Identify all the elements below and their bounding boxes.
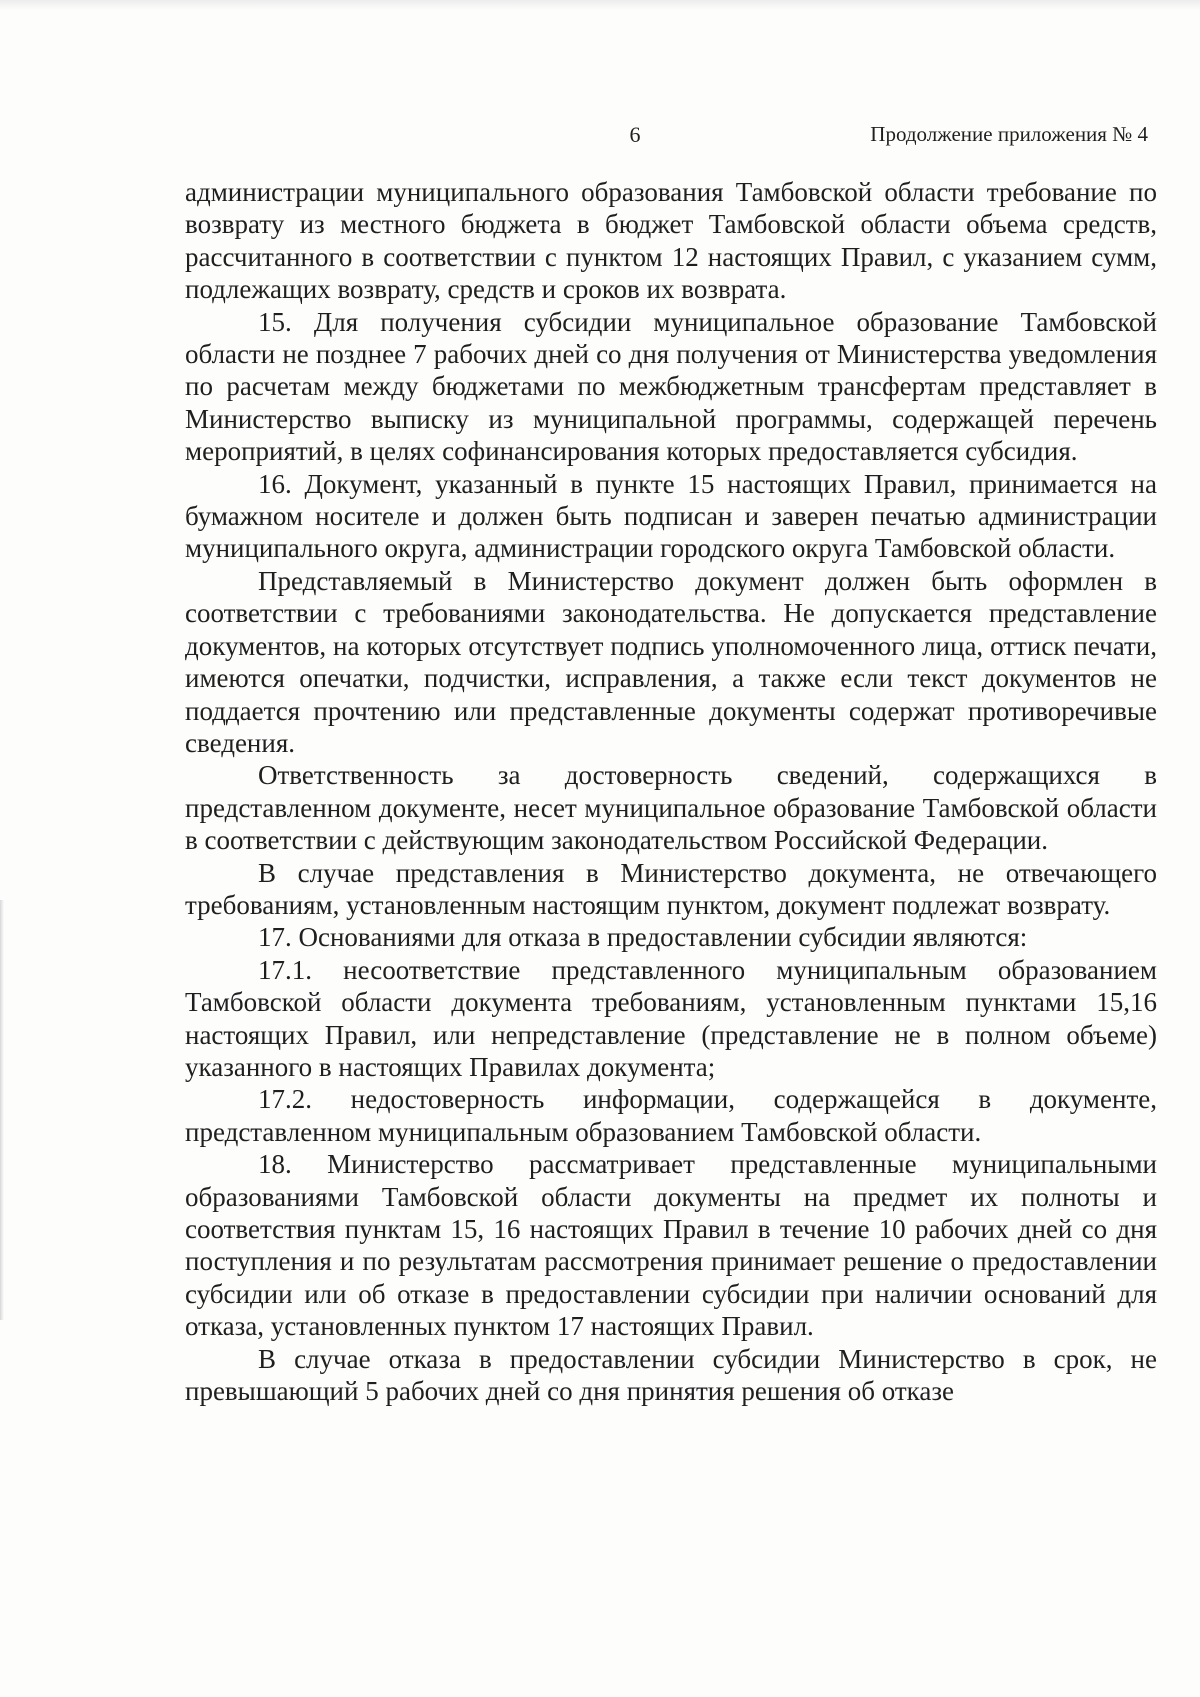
- paragraph-document-requirements: Представляемый в Министерство документ должен быть оформлен в соответствии с требованиями законодательства. Не допускается представление документов, на которых отсутствует подпись уполномоченного лица, оттиск печати, имеются опечатки, подчистки, исправления, а также если текст документов не поддается прочтению или представленные документы содержат противоречивые сведения.: [185, 565, 1157, 758]
- paragraph-item-18: 18. Министерство рассматривает представленные муниципальными образованиями Тамбовской области документы на предмет их полноты и соответствия пунктам 15, 16 настоящих Правил в течение 10 рабочих дней со дня поступления и по результатам рассмотрения принимает решение о предоставлении субсидии или об отказе в предоставлении субсидии при наличии оснований для отказа, установленных пунктом 17 настоящих Правил.: [185, 1149, 1157, 1342]
- paragraph-item-15: 15. Для получения субсидии муниципальное образование Тамбовской области не позднее 7 рабочих дней со дня получения от Министерства уведомления по расчетам между бюджетами по межбюджетным трансфертам представляет в Министерство выписку из муниципальной программы, содержащей перечень мероприятий, в целях софинансирования которых предоставляется субсидия.: [185, 306, 1157, 467]
- paragraph-item-17-2: 17.2. недостоверность информации, содержащейся в документе, представленном муниципальным образованием Тамбовской области.: [185, 1084, 1157, 1147]
- page-number: 6: [629, 122, 641, 147]
- paragraph-return: В случае представления в Министерство документа, не отвечающего требованиям, установленным настоящим пунктом, документ подлежат возврату.: [185, 857, 1157, 920]
- paragraph-refusal: В случае отказа в предоставлении субсидии Министерство в срок, не превышающий 5 рабочих дней со дня принятия решения об отказе: [185, 1343, 1157, 1407]
- paragraph-continuation: администрации муниципального образования Тамбовской области требование по возврату из местного бюджета в бюджет Тамбовской области объема средств, рассчитанного в соответствии с пунктом 12 настоящих Правил, с указанием сумм, подлежащих возврату, средств и сроков их возврата.: [185, 177, 1157, 305]
- paragraph-responsibility: Ответственность за достоверность сведений, содержащихся в представленном документе, несет муниципальное образование Тамбовской области в соответствии с действующим законодательством Российской Федерации.: [185, 760, 1157, 856]
- paragraph-item-17: 17. Основаниями для отказа в предоставлении субсидии являются:: [258, 922, 1028, 953]
- scan-top-shadow: [0, 0, 1200, 10]
- appendix-continuation-header: Продолжение приложения № 4: [870, 122, 1148, 146]
- paragraph-item-16: 16. Документ, указанный в пункте 15 настоящих Правил, принимается на бумажном носителе и должен быть подписан и заверен печатью администрации муниципального округа, администрации городского округа Тамбовской области.: [185, 468, 1157, 564]
- scan-edge-mark: [0, 900, 4, 1320]
- document-body: [185, 176, 1157, 1407]
- paragraph-item-17-1: 17.1. несоответствие представленного муниципальным образованием Тамбовской области документа требованиям, установленным пунктами 15,16 настоящих Правил, или непредставление (представление не в полном объеме) указанного в настоящих Правилах документа;: [185, 954, 1157, 1082]
